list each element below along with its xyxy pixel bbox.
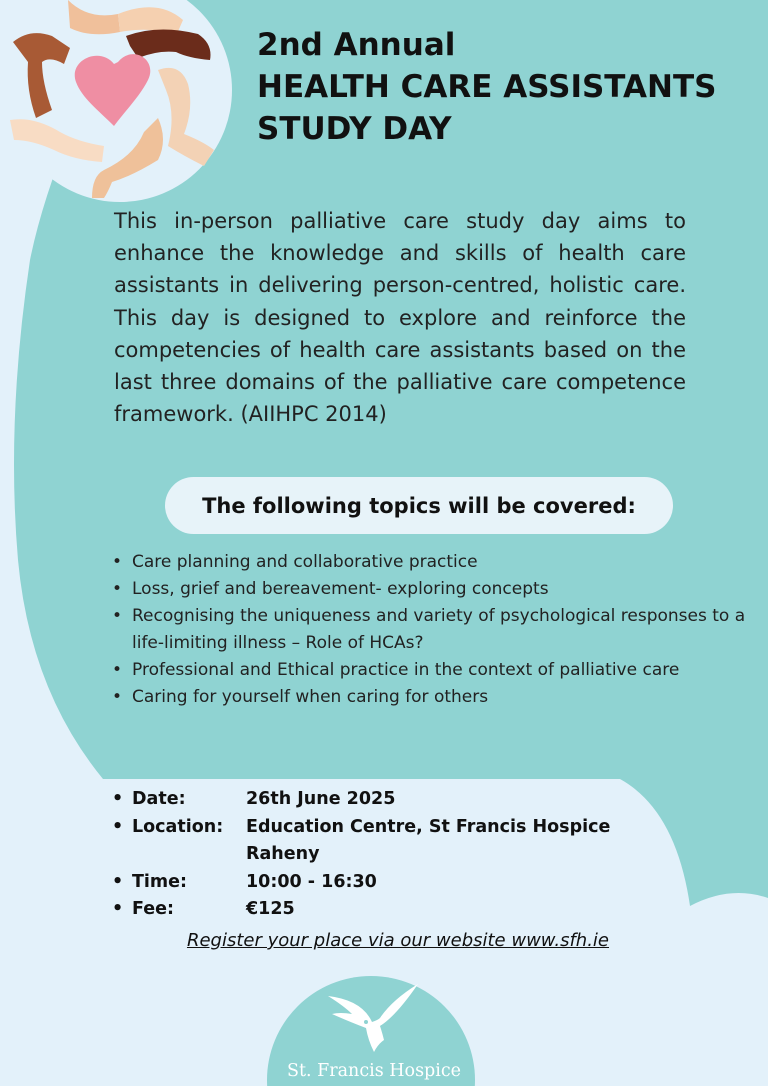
dove-icon [322,980,422,1058]
hands-heart-icon [8,0,220,200]
topic-item: • Care planning and collaborative practice [112,549,762,576]
location-label: Location: [132,816,224,837]
register-link[interactable]: Register your place via our website www.sfh.ie [186,930,610,951]
intro-paragraph: This in-person palliative care study day aims to enhance the knowledge and skills of health care assistants in delivering person-centred, holistic care. This day is designed to explore and reinforce the competencies of health care assistants based on the last three domains of the palliative care competence framework. (AIIHPC 2014) [114,209,686,427]
topics-list [112,549,762,711]
event-details [112,786,610,924]
title-line-3: STUDY DAY [257,111,452,147]
topics-heading: The following topics will be covered: [202,493,636,518]
topic-item: • Professional and Ethical practice in the context of palliative care [112,657,762,684]
hospice-logo-text: St. Francis Hospice [286,1061,462,1081]
location-value: Education Centre, St Francis Hospice [246,816,611,837]
location-value-line2: Raheny [246,844,320,864]
topics-heading-pill [165,477,673,534]
fee-row [112,896,610,924]
topic-item: • Recognising the uniqueness and variety of psychological responses to a life-limiting illness – Role of HCAs? [112,603,762,657]
title-line-2: HEALTH CARE ASSISTANTS [257,69,717,105]
fee-label: Fee: [132,899,174,919]
date-value: 26th June 2025 [246,789,396,809]
location-row [112,814,610,842]
event-title [257,24,716,150]
location-row-continued [112,841,610,869]
time-label: Time: [132,871,188,892]
time-row [112,869,610,897]
title-line-1: 2nd Annual [257,27,456,63]
date-row [112,786,610,814]
date-label: Date: [132,789,186,809]
topic-item: • Caring for yourself when caring for others [112,684,762,711]
fee-value: €125 [246,899,295,919]
topic-item: • Loss, grief and bereavement- exploring concepts [112,576,762,603]
time-value: 10:00 - 16:30 [246,871,377,892]
